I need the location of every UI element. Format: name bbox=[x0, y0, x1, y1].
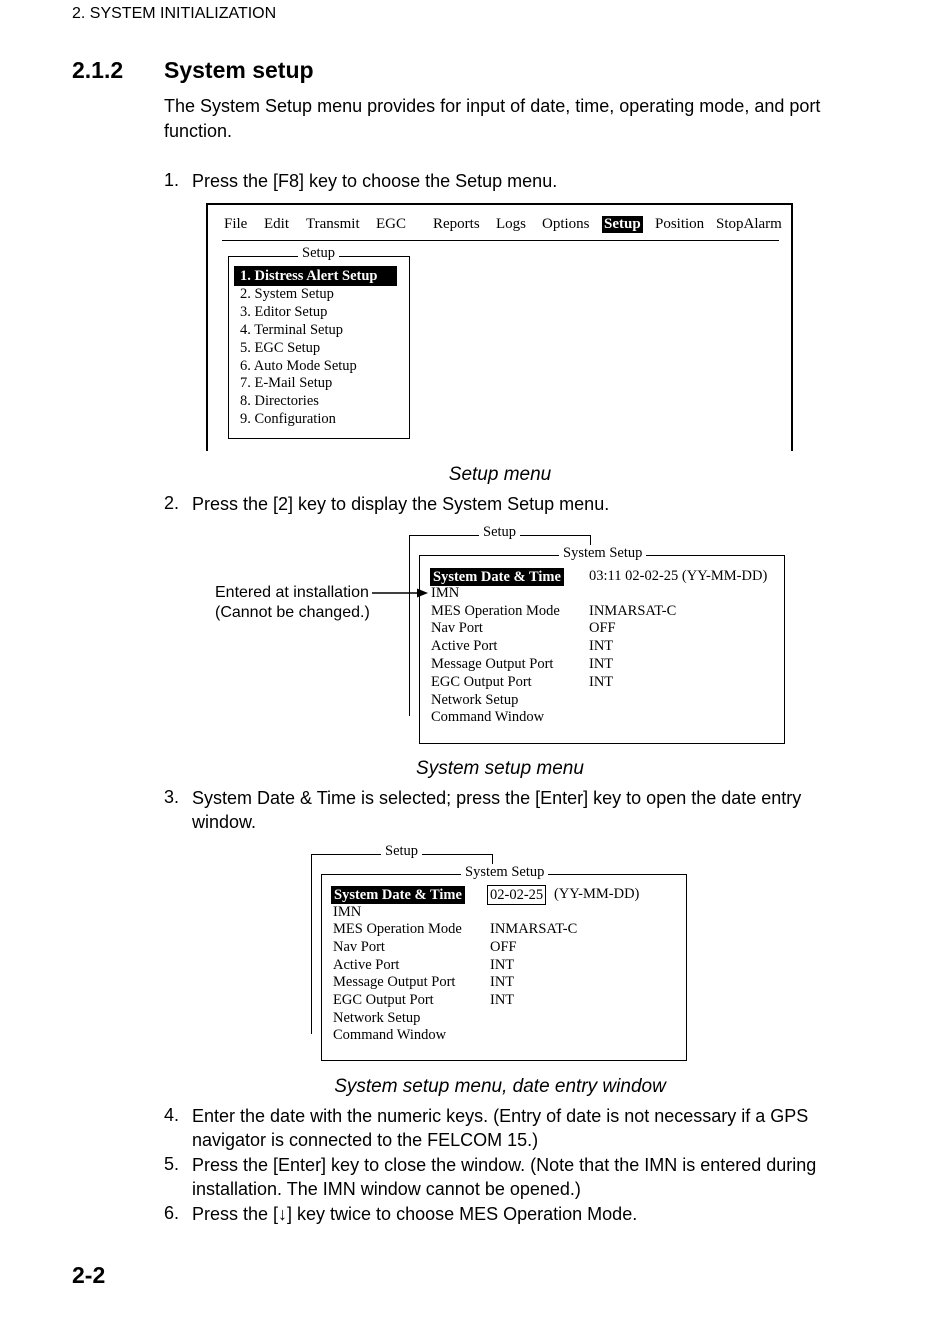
row-egc-output-port[interactable]: EGC Output Port bbox=[333, 992, 434, 1008]
setup-menu-screen bbox=[206, 203, 793, 451]
menu-logs[interactable]: Logs bbox=[496, 216, 526, 232]
value-egc-output-port: INT bbox=[490, 992, 515, 1008]
menu-setup[interactable]: Setup bbox=[604, 216, 641, 232]
row-mes-operation-mode[interactable]: MES Operation Mode bbox=[333, 921, 462, 937]
figure3-caption: System setup menu, date entry window bbox=[334, 1076, 666, 1097]
row-mes-operation-mode[interactable]: MES Operation Mode bbox=[431, 603, 560, 619]
menu-bar bbox=[222, 215, 782, 241]
value-active-port: INT bbox=[589, 638, 614, 654]
menu-edit[interactable]: Edit bbox=[264, 216, 289, 232]
row-system-date-time[interactable]: System Date & Time bbox=[331, 886, 465, 904]
installation-note-line1: Entered at installation bbox=[215, 584, 369, 601]
setup-dropdown-title: Setup bbox=[298, 245, 339, 262]
arrow-icon bbox=[370, 586, 430, 600]
menu-item-distress-alert-setup[interactable]: 1. Distress Alert Setup bbox=[234, 266, 397, 286]
row-command-window[interactable]: Command Window bbox=[333, 1027, 447, 1043]
page-number: 2-2 bbox=[72, 1262, 106, 1288]
menu-position[interactable]: Position bbox=[655, 216, 705, 232]
value-message-output-port: INT bbox=[589, 656, 614, 672]
step-text: Press the [↓] key twice to choose MES Operation Mode. bbox=[192, 1204, 638, 1224]
step-number: 6. bbox=[164, 1203, 180, 1223]
step-text: Press the [2] key to display the System Setup menu. bbox=[192, 494, 610, 514]
value-mes-operation-mode: INMARSAT-C bbox=[589, 603, 677, 619]
menu-options[interactable]: Options bbox=[542, 216, 590, 232]
menu-item-email-setup[interactable]: 7. E-Mail Setup bbox=[240, 375, 333, 391]
menu-item-auto-mode-setup[interactable]: 6. Auto Mode Setup bbox=[240, 358, 357, 374]
installation-note-line2: (Cannot be changed.) bbox=[215, 604, 370, 621]
step-text: Press the [F8] key to choose the Setup menu. bbox=[192, 171, 558, 191]
row-nav-port[interactable]: Nav Port bbox=[431, 620, 483, 636]
step-text: System Date & Time is selected; press the [Enter] key to open the date entry window. bbox=[192, 788, 802, 832]
section-title: System setup bbox=[164, 57, 314, 83]
value-active-port: INT bbox=[490, 957, 515, 973]
step-text: Press the [Enter] key to close the window. (Note that the IMN is entered during installation. The IMN window cannot be opened.) bbox=[192, 1155, 817, 1199]
step-number: 1. bbox=[164, 170, 180, 190]
menu-item-system-setup[interactable]: 2. System Setup bbox=[240, 286, 334, 302]
menu-reports[interactable]: Reports bbox=[433, 216, 480, 232]
menu-item-directories[interactable]: 8. Directories bbox=[240, 393, 319, 409]
row-command-window[interactable]: Command Window bbox=[431, 709, 545, 725]
outer-setup-title: Setup bbox=[479, 524, 520, 541]
row-active-port[interactable]: Active Port bbox=[333, 957, 400, 973]
row-system-date-time[interactable]: System Date & Time bbox=[430, 568, 564, 586]
row-active-port[interactable]: Active Port bbox=[431, 638, 498, 654]
step-number: 5. bbox=[164, 1154, 180, 1174]
running-header: 2. SYSTEM INITIALIZATION bbox=[72, 5, 277, 22]
step-number: 3. bbox=[164, 787, 180, 807]
menu-stopalarm[interactable]: StopAlarm bbox=[716, 216, 782, 232]
installation-note bbox=[215, 583, 370, 623]
step-number: 4. bbox=[164, 1105, 180, 1125]
row-imn[interactable]: IMN bbox=[333, 904, 362, 920]
menu-egc[interactable]: EGC bbox=[376, 216, 406, 232]
menu-file[interactable]: File bbox=[224, 216, 248, 232]
value-system-date-time: 03:11 02-02-25 (YY-MM-DD) bbox=[589, 568, 768, 584]
figure1-caption: Setup menu bbox=[448, 464, 552, 485]
value-nav-port: OFF bbox=[589, 620, 616, 636]
value-mes-operation-mode: INMARSAT-C bbox=[490, 921, 578, 937]
row-imn[interactable]: IMN bbox=[431, 585, 460, 601]
date-format-hint: (YY-MM-DD) bbox=[554, 886, 640, 902]
menu-item-configuration[interactable]: 9. Configuration bbox=[240, 411, 336, 427]
figure2-caption: System setup menu bbox=[416, 758, 584, 779]
row-nav-port[interactable]: Nav Port bbox=[333, 939, 385, 955]
value-message-output-port: INT bbox=[490, 974, 515, 990]
system-setup-title: System Setup bbox=[461, 864, 548, 881]
system-setup-title: System Setup bbox=[559, 545, 646, 562]
row-network-setup[interactable]: Network Setup bbox=[333, 1010, 421, 1026]
row-egc-output-port[interactable]: EGC Output Port bbox=[431, 674, 532, 690]
row-network-setup[interactable]: Network Setup bbox=[431, 692, 519, 708]
value-egc-output-port: INT bbox=[589, 674, 614, 690]
section-number: 2.1.2 bbox=[72, 57, 124, 83]
menu-item-terminal-setup[interactable]: 4. Terminal Setup bbox=[240, 322, 344, 338]
menu-transmit[interactable]: Transmit bbox=[306, 216, 360, 232]
row-message-output-port[interactable]: Message Output Port bbox=[431, 656, 554, 672]
intro-paragraph: The System Setup menu provides for input of date, time, operating mode, and port function. bbox=[164, 96, 821, 141]
menu-item-egc-setup[interactable]: 5. EGC Setup bbox=[240, 340, 321, 356]
date-entry-input[interactable]: 02-02-25 bbox=[487, 885, 546, 905]
step-text: Enter the date with the numeric keys. (Entry of date is not necessary if a GPS navigator is connected to the FELCOM 15.) bbox=[192, 1106, 809, 1150]
outer-setup-title: Setup bbox=[381, 843, 422, 860]
value-nav-port: OFF bbox=[490, 939, 517, 955]
row-message-output-port[interactable]: Message Output Port bbox=[333, 974, 456, 990]
step-number: 2. bbox=[164, 493, 180, 513]
menu-item-editor-setup[interactable]: 3. Editor Setup bbox=[240, 304, 328, 320]
